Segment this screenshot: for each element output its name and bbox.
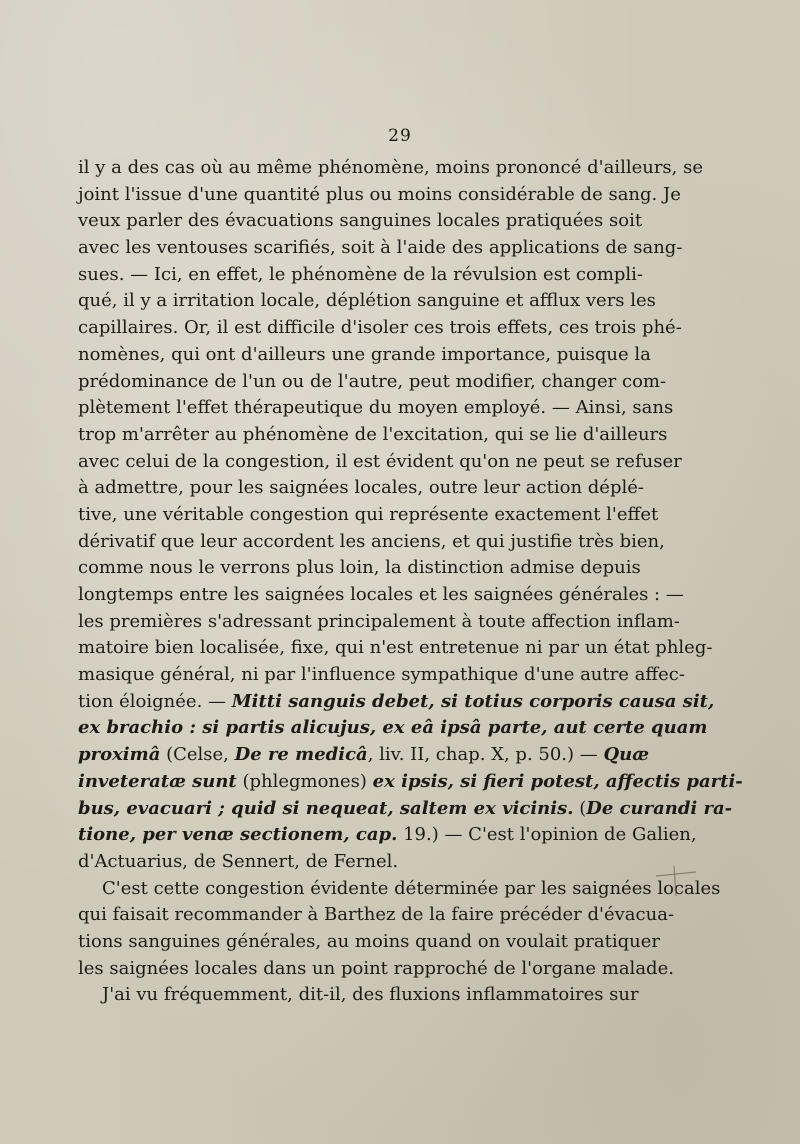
text-line: les premières s'adressant principalement à toute affection inflam- bbox=[78, 610, 680, 632]
pencil-mark-icon bbox=[654, 862, 698, 898]
text-line: plètement l'effet thérapeutique du moyen employé. — Ainsi, sans bbox=[78, 397, 674, 419]
citation-text: (Celse, bbox=[160, 744, 235, 766]
latin-quote: inveteratæ sunt bbox=[78, 770, 237, 792]
text-line: d'Actuarius, de Sennert, de Fernel. bbox=[78, 850, 399, 872]
text-line: capillaires. Or, il est difficile d'isoler ces trois effets, ces trois phé- bbox=[78, 317, 682, 339]
text-line: longtemps entre les saignées locales et les saignées générales : — bbox=[78, 584, 684, 605]
citation-title: tione, per venæ sectionem, cap. bbox=[78, 824, 398, 846]
text-line: qué, il y a irritation locale, déplétion sanguine et afflux vers les bbox=[78, 290, 656, 312]
text-line: il y a des cas où au même phénomène, moins prononcé d'ailleurs, se bbox=[78, 157, 703, 178]
text-line: comme nous le verrons plus loin, la distinction admise depuis bbox=[78, 557, 641, 579]
text-line: matoire bien localisée, fixe, qui n'est entretenue ni par un état phleg- bbox=[78, 637, 713, 659]
text-line: nomènes, qui ont d'ailleurs une grande importance, puisque la bbox=[78, 343, 651, 365]
text-line bbox=[78, 769, 743, 796]
text-line: veux parler des évacuations sanguines locales pratiquées soit bbox=[78, 210, 643, 232]
text-line: sues. — Ici, en effet, le phénomène de la révulsion est compli- bbox=[78, 263, 644, 285]
latin-quote: ex brachio : si partis alicujus, ex eâ ipsâ parte, aut certe quam bbox=[78, 717, 708, 739]
text-line: joint l'issue d'une quantité plus ou moins considérable de sang. Je bbox=[78, 183, 681, 205]
latin-quote: Quæ bbox=[603, 744, 650, 766]
page-number: 29 bbox=[388, 126, 412, 146]
text-line: avec les ventouses scarifiés, soit à l'aide des applications de sang- bbox=[78, 237, 683, 259]
text-line: C'est cette congestion évidente déterminée par les saignées locales bbox=[102, 877, 721, 899]
text-span: ( bbox=[573, 797, 587, 819]
latin-quote: proximâ bbox=[78, 744, 161, 766]
text-line bbox=[78, 689, 715, 716]
latin-quote: ex ipsis, si fieri potest, affectis parti- bbox=[372, 770, 743, 792]
text-line: à admettre, pour les saignées locales, outre leur action déplé- bbox=[78, 477, 644, 499]
text-line: prédominance de l'un ou de l'autre, peut modifier, changer com- bbox=[78, 370, 667, 392]
text-span: (phlegmones) bbox=[236, 770, 373, 792]
text-line: qui faisait recommander à Barthez de la faire précéder d'évacua- bbox=[78, 904, 675, 926]
text-line: masique général, ni par l'influence sympathique d'une autre affec- bbox=[78, 664, 685, 686]
text-line: J'ai vu fréquemment, dit-il, des fluxions inflammatoires sur bbox=[102, 984, 639, 1006]
citation-title: De re medicâ bbox=[234, 744, 368, 766]
text-line bbox=[78, 715, 708, 742]
latin-quote: bus, evacuari ; quid si nequeat, saltem ex vicinis. bbox=[78, 797, 574, 819]
latin-quote: Mitti sanguis debet, si totius corporis causa sit, bbox=[231, 690, 715, 712]
text-line: les saignées locales dans un point rapproché de l'organe malade. bbox=[78, 957, 674, 979]
body-text bbox=[78, 155, 743, 1009]
text-line bbox=[78, 742, 650, 769]
text-span: tion éloignée. — bbox=[78, 690, 232, 712]
text-line: trop m'arrêter au phénomène de l'excitation, qui se lie d'ailleurs bbox=[78, 423, 668, 445]
citation-title: De curandi ra- bbox=[586, 797, 733, 819]
text-line: dérivatif que leur accordent les anciens, et qui justifie très bien, bbox=[78, 530, 665, 552]
text-line: tions sanguines générales, au moins quand on voulait pratiquer bbox=[78, 930, 660, 952]
text-line: avec celui de la congestion, il est évident qu'on ne peut se refuser bbox=[78, 450, 682, 472]
text-line: tive, une véritable congestion qui représente exactement l'effet bbox=[78, 503, 659, 525]
text-line bbox=[78, 796, 733, 823]
citation-text: , liv. II, chap. X, p. 50.) — bbox=[367, 744, 604, 766]
text-span: 19.) — C'est l'opinion de Galien, bbox=[397, 824, 697, 846]
text-line bbox=[78, 822, 697, 849]
